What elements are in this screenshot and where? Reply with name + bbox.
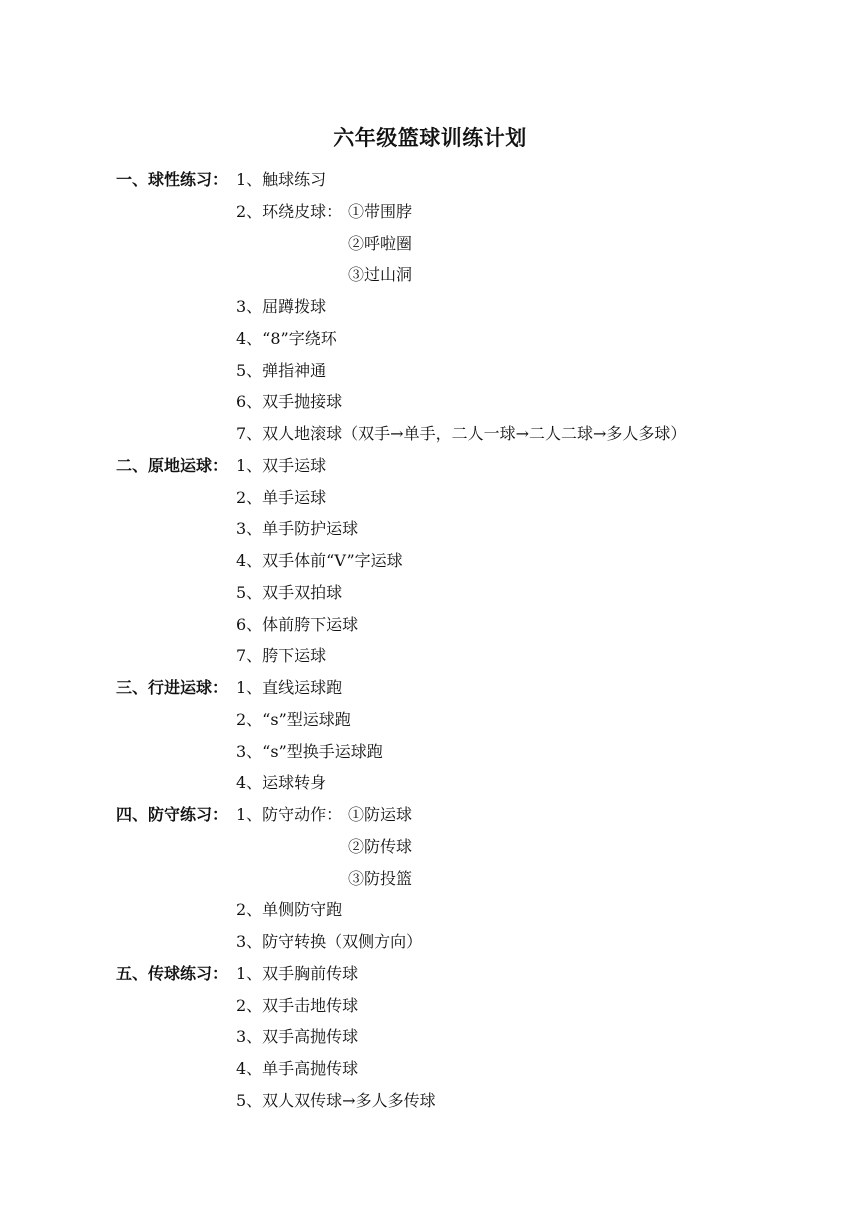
list-item: 1、触球练习 [236,170,327,189]
outline-row [0,259,860,291]
list-item: 3、屈蹲拨球 [236,297,327,316]
outline-row [0,291,860,323]
sub-list-item: ①带围脖 [348,201,413,221]
outline-row [0,672,860,704]
list-item: 2、“s”型运球跑 [236,709,351,729]
outline-row [0,609,860,641]
outline-row [0,958,860,990]
sub-list-item: ③防投篮 [348,868,413,888]
outline-row [0,1053,860,1085]
outline-row [0,1021,860,1053]
outline-row [0,450,860,482]
sub-list-item: ③过山洞 [348,265,413,285]
list-item: 4、运球转身 [236,773,327,793]
outline-row [0,863,860,895]
list-item: 6、双手抛接球 [236,392,343,412]
outline-row [0,736,860,768]
section-heading: 一、球性练习： [116,170,229,189]
outline-row [0,355,860,387]
section-heading: 三、行进运球： [116,678,229,697]
outline-row [0,894,860,926]
outline-row [0,164,860,196]
outline-row [0,577,860,609]
sub-list-item: ①防运球 [348,805,413,824]
list-item: 2、单手运球 [236,487,327,507]
list-item: 4、单手高抛传球 [236,1059,359,1078]
list-item: 2、单侧防守跑 [236,900,343,920]
outline-row [0,640,860,672]
list-item: 1、双手运球 [236,455,327,475]
outline-row [0,799,860,831]
list-item: 1、直线运球跑 [236,678,343,697]
outline-row [0,1085,860,1117]
list-item: 2、双手击地传球 [236,995,359,1015]
outline-row [0,513,860,545]
outline-row [0,767,860,799]
outline-row [0,323,860,355]
list-item: 5、弹指神通 [236,360,327,380]
outline-row [0,418,860,450]
outline-row [0,926,860,958]
outline-row [0,545,860,577]
list-item: 3、单手防护运球 [236,519,359,539]
list-item: 6、体前胯下运球 [236,614,359,634]
list-item: 3、双手高抛传球 [236,1027,359,1047]
section-heading: 五、传球练习： [116,963,229,983]
outline-row [0,228,860,260]
section-heading: 四、防守练习： [116,805,229,824]
outline-row [0,704,860,736]
list-item: 2、环绕皮球： [236,201,343,221]
outline-row [0,196,860,228]
outline-row [0,386,860,418]
list-item: 1、防守动作： [236,805,343,824]
outline-row [0,990,860,1022]
sub-list-item: ②呼啦圈 [348,233,413,253]
document-title: 六年级篮球训练计划 [333,125,527,150]
list-item: 4、“8”字绕环 [236,328,337,348]
list-item: 3、“s”型换手运球跑 [236,741,383,761]
outline-row [0,482,860,514]
list-item: 3、防守转换（双侧方向） [236,932,423,951]
outline-row [0,831,860,863]
list-item: 1、双手胸前传球 [236,963,359,983]
list-item: 4、双手体前“V”字运球 [236,551,403,570]
list-item: 5、双人双传球→多人多传球 [236,1090,436,1110]
list-item: 7、双人地滚球（双手→单手，二人一球→二人二球→多人多球） [236,424,687,443]
list-item: 5、双手双拍球 [236,582,343,602]
list-item: 7、胯下运球 [236,646,327,666]
sub-list-item: ②防传球 [348,836,413,856]
section-heading: 二、原地运球： [116,455,229,475]
